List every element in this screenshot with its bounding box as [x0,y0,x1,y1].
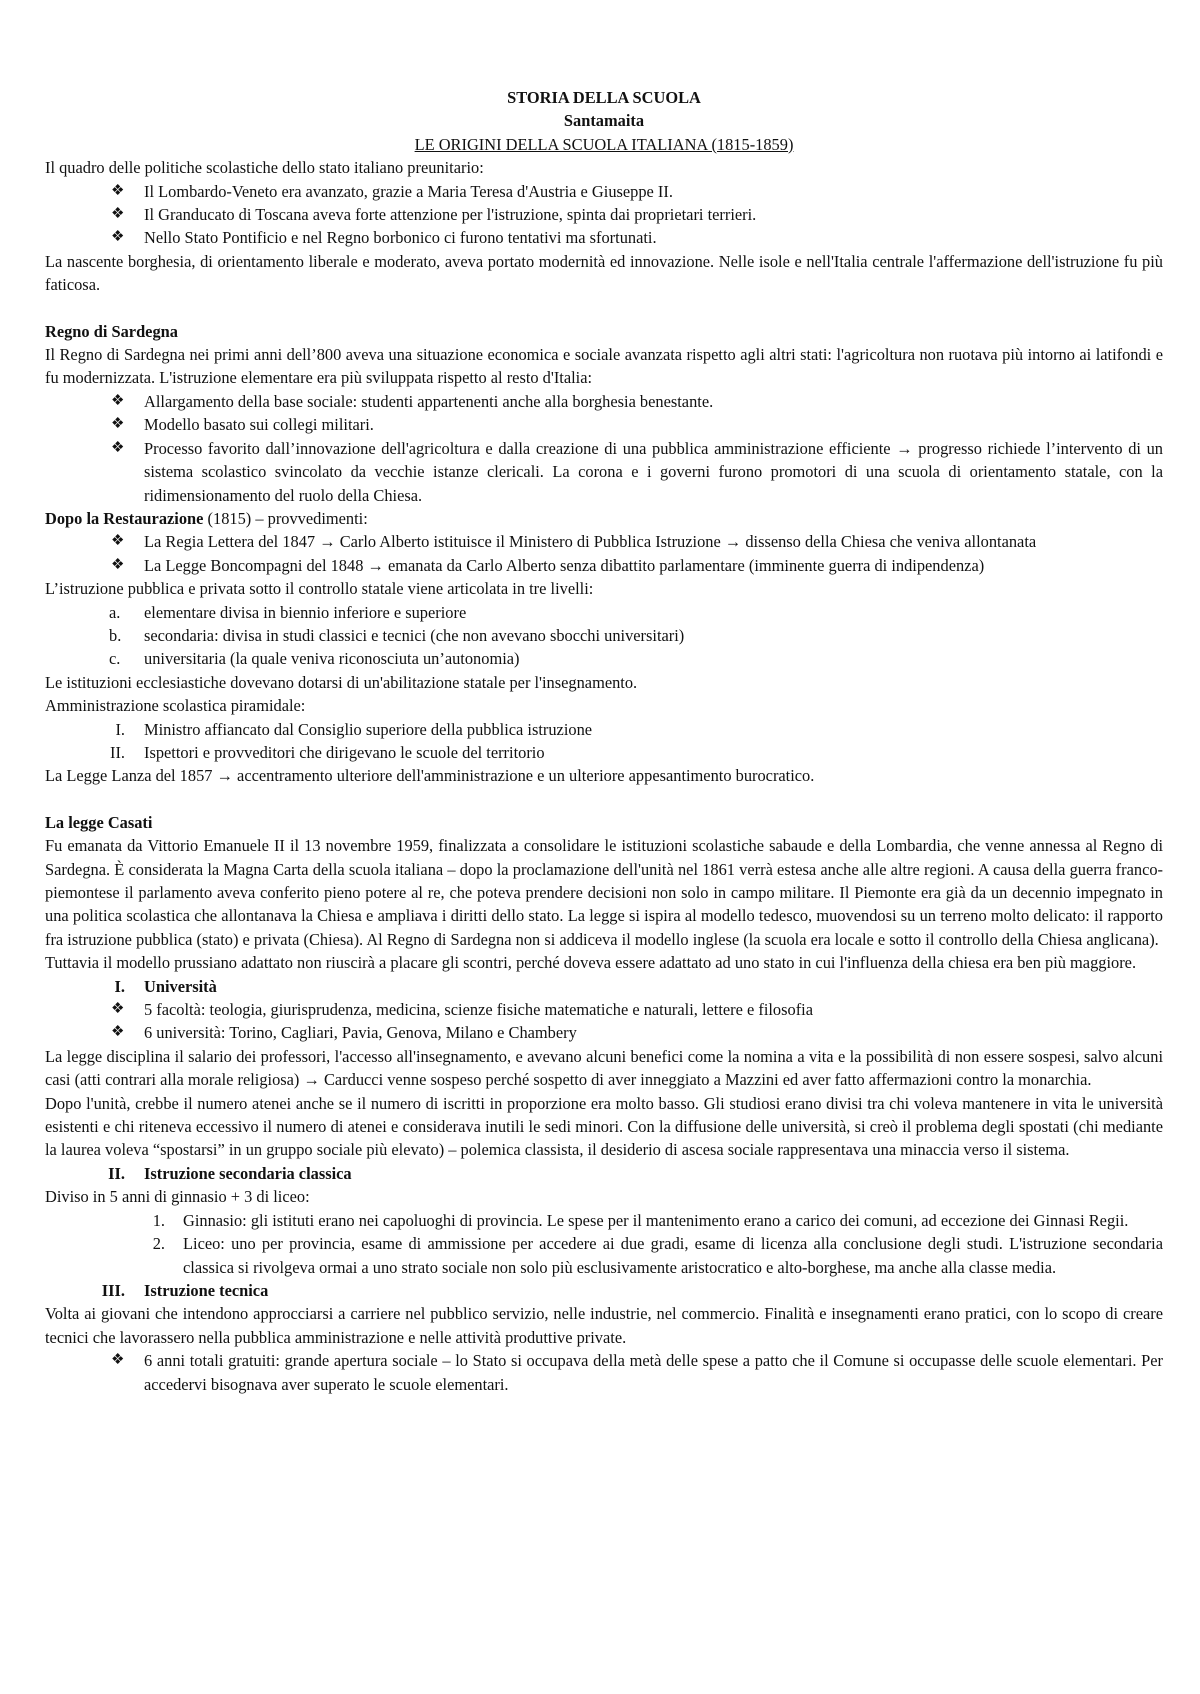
diamond-bullet-icon: ❖ [111,1024,125,1041]
list-item: c. universitaria (la quale veniva riconosciuta un’autonomia) [109,649,520,669]
secondaria-lead: Diviso in 5 anni di ginnasio + 3 di liceo: [45,1187,310,1207]
tecnica-paragraph: Volta ai giovani che intendono approcciarsi a carriere nel pubblico servizio, nelle industrie, nel commercio. Finalità e insegnamenti erano pratici, con lo scopo di creare tecnici che lavorassero nella pubblica amministrazione e nelle attività produttive private. [45,1304,1163,1347]
sardegna-paragraph: Il Regno di Sardegna nei primi anni dell’800 aveva una situazione economica e sociale avanzata rispetto agli altri stati: l'agricoltura non ruotava più intorno ai latifondi e fu modernizzata. L'istruzione elementare era più sviluppata rispetto al resto d'Italia: [45,345,1163,388]
list-item: ❖ Processo favorito dall’innovazione dell'agricoltura e dalla creazione di una pubblica amministrazione efficiente → progresso richiede l’intervento di un sistema scolastico svincolato da vecchie istanze clericali. La corona e i governi furono promotori di una scuola di orientamento statale, con la ridimensionamento del ruolo della Chiesa. [111,438,1163,505]
section-heading-restaurazione: Dopo la Restaurazione (1815) – provvedimenti: [45,508,368,528]
list-item: ❖ La Legge Boncompagni del 1848 → emanata da Carlo Alberto senza dibattito parlamentare (imminente guerra di indipendenza) [45,554,1163,577]
universita-paragraph-1: La legge disciplina il salario dei professori, l'accesso all'insegnamento, e avevano alcuni benefici come la nomina a vita e la possibilità di non essere sospesi, salvo alcuni casi (atti contrari alla morale religiosa) → Carducci venne sospeso perché sospetto di aver inneggiato a Mazzini ed aver fatto affermazioni contro la monarchia. [45,1046,1163,1090]
levels-lead: L’istruzione pubblica e privata sotto il controllo statale viene articolata in tre livelli: [45,579,594,599]
diamond-bullet-icon: ❖ [111,1001,125,1018]
tecnica-bullet-list [45,1349,1163,1396]
subsection-heading-universita: I. Università [114,976,217,996]
casati-paragraph-2: Tuttavia il modello prussiano adattato non riuscirà a placare gli scontri, perché doveva essere adattato ad uno stato in cui l'influenza della chiesa era ben più maggiore. [45,953,1137,973]
casati-paragraph-1: Fu emanata da Vittorio Emanuele II il 13 novembre 1959, finalizzata a consolidare le istituzioni scolastiche sabaude e della Lombardia, che venne annessa al Regno di Sardegna. È considerata la Magna Carta della scuola italiana – dopo la proclamazione dell'unità nel 1861 verrà estesa anche alle altre regioni. A causa della guerra franco-piemontese il parlamento aveva conferito pieno potere al re, che poteva prendere decisioni non solo in campo militare. Il Piemonte era già da un decennio impegnato in una politica scolastica che allontanava la Chiesa e ampliava i diritti dello stato. La legge si ispira al modello tedesco, muovendosi su un terreno molto delicato: il rapporto fra istruzione pubblica (stato) e privata (Chiesa). Al Regno di Sardegna non si addiceva il modello inglese (la scuola era locale e sotto il controllo della Chiesa anglicana). [45,836,1163,949]
list-item: 2. Liceo: uno per provincia, esame di ammissione per accedere ai due gradi, esame di licenza alla conclusione degli studi. L'istruzione secondaria classica si rivolgeva ormai a uno strato sociale non solo più esclusivamente aristocratico e alto-borghese, ma anche alla classe media. [152,1234,1163,1277]
list-item: ❖ Il Granducato di Toscana aveva forte attenzione per l'istruzione, spinta dai proprietari terrieri. [45,203,1163,226]
list-item: b. secondaria: divisa in studi classici e tecnici (che non avevano sbocchi universitari) [109,625,685,645]
spacer [45,297,1163,320]
list-item: 1. Ginnasio: gli istituti erano nei capoluoghi di provincia. Le spese per il mantenimento erano a carico dei comuni, ad eccezione dei Ginnasi Regii. [152,1210,1129,1230]
list-item: I. Ministro affiancato dal Consiglio superiore della pubblica istruzione [115,719,593,739]
list-item: ❖ 6 università: Torino, Cagliari, Pavia, Genova, Milano e Chambery [45,1021,1163,1044]
document-author: Santamaita [563,111,645,131]
list-item: II. Ispettori e provveditori che dirigevano le scuole del territorio [109,742,545,762]
diamond-bullet-icon: ❖ [111,229,125,246]
secondaria-list [45,1209,1163,1279]
diamond-bullet-icon: ❖ [111,533,125,550]
subsection-heading-tecnica: III. Istruzione tecnica [101,1280,269,1300]
diamond-bullet-icon: ❖ [111,556,125,573]
list-item: a. elementare divisa in biennio inferiore e superiore [109,602,467,622]
intro-lead: Il quadro delle politiche scolastiche dello stato italiano preunitario: [45,158,484,178]
list-item: ❖ Nello Stato Pontificio e nel Regno borbonico ci furono tentativi ma sfortunati. [45,226,1163,249]
document-title: STORIA DELLA SCUOLA [507,88,701,107]
subsection-heading-secondaria: II. Istruzione secondaria classica [108,1163,352,1183]
restaurazione-bullet-list [45,530,1163,577]
diamond-bullet-icon: ❖ [111,439,125,456]
intro-bullet-list [45,180,1163,250]
diamond-bullet-icon: ❖ [111,416,125,433]
sardegna-bullet-list [45,390,1163,507]
list-item: ❖ La Regia Lettera del 1847 → Carlo Alberto istituisce il Ministero di Pubblica Istruzione → dissenso della Chiesa che veniva allontanata [45,530,1163,553]
diamond-bullet-icon: ❖ [111,206,125,223]
intro-closing: La nascente borghesia, di orientamento liberale e moderato, aveva portato modernità ed innovazione. Nelle isole e nell'Italia centrale l'affermazione dell'istruzione fu più faticosa. [45,251,1163,295]
diamond-bullet-icon: ❖ [111,182,125,199]
lanza-law: La Legge Lanza del 1857 → accentramento ulteriore dell'amministrazione e un ulteriore appesantimento burocratico. [45,766,815,786]
list-item: ❖ Allargamento della base sociale: studenti appartenenti anche alla borghesia benestante. [45,390,1163,413]
ecclesiastical-note: Le istituzioni ecclesiastiche dovevano dotarsi di un'abilitazione statale per l'insegnamento. [45,672,638,692]
spacer [45,788,1163,811]
list-item: ❖ 5 facoltà: teologia, giurisprudenza, medicina, scienze fisiche matematiche e naturali, lettere e filosofia [45,998,1163,1021]
levels-list [45,601,1163,671]
universita-bullet-list [45,998,1163,1045]
diamond-bullet-icon: ❖ [111,1352,125,1369]
list-item: ❖ Il Lombardo-Veneto era avanzato, grazie a Maria Teresa d'Austria e Giuseppe II. [45,180,1163,203]
chapter-title: LE ORIGINI DELLA SCUOLA ITALIANA (1815-1859) [414,134,794,154]
admin-list [45,718,1163,765]
admin-lead: Amministrazione scolastica piramidale: [45,696,306,716]
diamond-bullet-icon: ❖ [111,392,125,409]
universita-paragraph-2: Dopo l'unità, crebbe il numero atenei anche se il numero di iscritti in proporzione era molto basso. Gli studiosi erano divisi tra chi voleva mantenere in vita le università esistenti e chi riteneva eccessivo il numero di atenei e considerava inutili le sedi minori. Con la diffusione delle università, si creò il problema degli spostati (chi mediante la laurea voleva “spostarsi” in un gruppo sociale più elevato) – polemica classista, il desiderio di ascesa sociale rappresentava una minaccia verso il sistema. [45,1093,1163,1160]
section-heading-casati: La legge Casati [45,812,153,832]
section-heading-sardegna: Regno di Sardegna [45,321,178,341]
list-item: ❖ Modello basato sui collegi militari. [45,413,1163,436]
list-item: ❖ 6 anni totali gratuiti: grande apertura sociale – lo Stato si occupava della metà delle spese a patto che il Comune si occupasse delle scuole elementari. Per accedervi bisognava aver superato le scuole elementari. [111,1351,1163,1394]
